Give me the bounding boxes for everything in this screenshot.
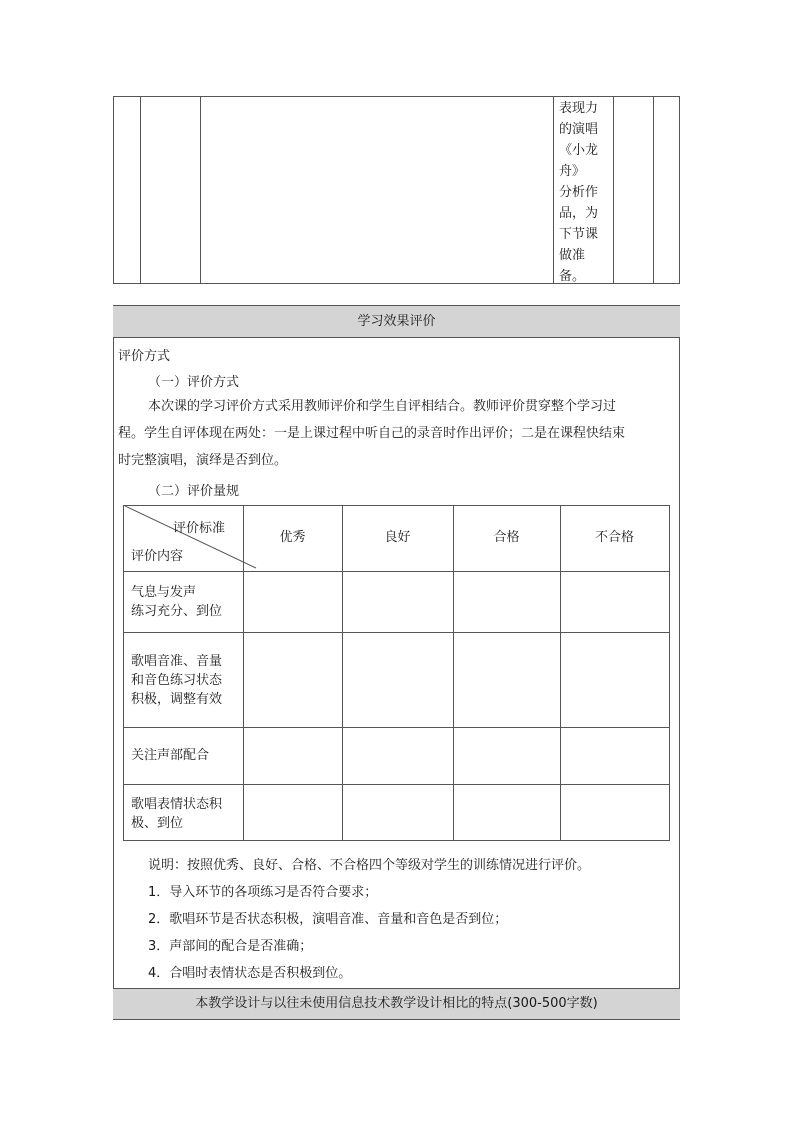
- rubric-col-excellent: 优秀: [279, 530, 306, 545]
- rubric-row-label: 歌唱音准、音量 和音色练习状态 积极，调整有效: [131, 654, 223, 707]
- note-line: 3．声部间的配合是否准确；: [148, 939, 313, 954]
- subheading-rubric: （二）评价量规: [148, 484, 240, 499]
- text-line: 做准: [559, 248, 586, 263]
- note-line: 1．导入环节的各项练习是否符合要求；: [148, 885, 378, 900]
- top-table-cell-text: [559, 98, 609, 287]
- text-line: 《小龙: [559, 143, 599, 158]
- rubric-row-label: 关注声部配合: [131, 748, 210, 763]
- section-header: 学习效果评价: [113, 306, 680, 337]
- subheading-method: （一）评价方式: [148, 375, 240, 390]
- paragraph-line: 本次课的学习评价方式采用教师评价和学生自评相结合。教师评价贯穿整个学习过: [148, 399, 617, 414]
- rubric-row-label: 歌唱表情状态积 极、到位: [131, 797, 223, 831]
- rubric-row-label: 气息与发声 练习充分、到位: [131, 585, 223, 619]
- text-line: 表现力: [559, 101, 599, 116]
- paragraph-line: 程。学生自评体现在两处：一是上课过程中听自己的录音时作出评价；二是在课程快结束: [118, 426, 626, 441]
- method-title: 评价方式: [118, 349, 171, 364]
- rubric-col-good: 良好: [384, 530, 411, 545]
- rubric-corner-content: 评价内容: [131, 549, 184, 564]
- paragraph-line: 时完整演唱，演绎是否到位。: [118, 453, 288, 468]
- note-line: 说明：按照优秀、良好、合格、不合格四个等级对学生的训练情况进行评价。: [148, 858, 591, 873]
- text-line: 的演唱: [559, 122, 599, 137]
- rubric-corner-criteria: 评价标准: [173, 521, 226, 536]
- text-line: 下节课: [559, 227, 599, 242]
- note-line: 2．歌唱环节是否状态积极，演唱音准、音量和音色是否到位；: [148, 912, 508, 927]
- note-line: 4．合唱时表情状态是否积极到位。: [148, 966, 352, 981]
- bottom-section-header: 本教学设计与以往未使用信息技术教学设计相比的特点(300-500字数): [113, 989, 680, 1019]
- text-line: 备。: [559, 269, 586, 284]
- text-line: 分析作: [559, 185, 599, 200]
- text-line: 品，为: [559, 206, 599, 221]
- text-line: 舟》: [559, 164, 586, 179]
- rubric-col-fail: 不合格: [594, 530, 634, 545]
- rubric-col-pass: 合格: [493, 530, 520, 545]
